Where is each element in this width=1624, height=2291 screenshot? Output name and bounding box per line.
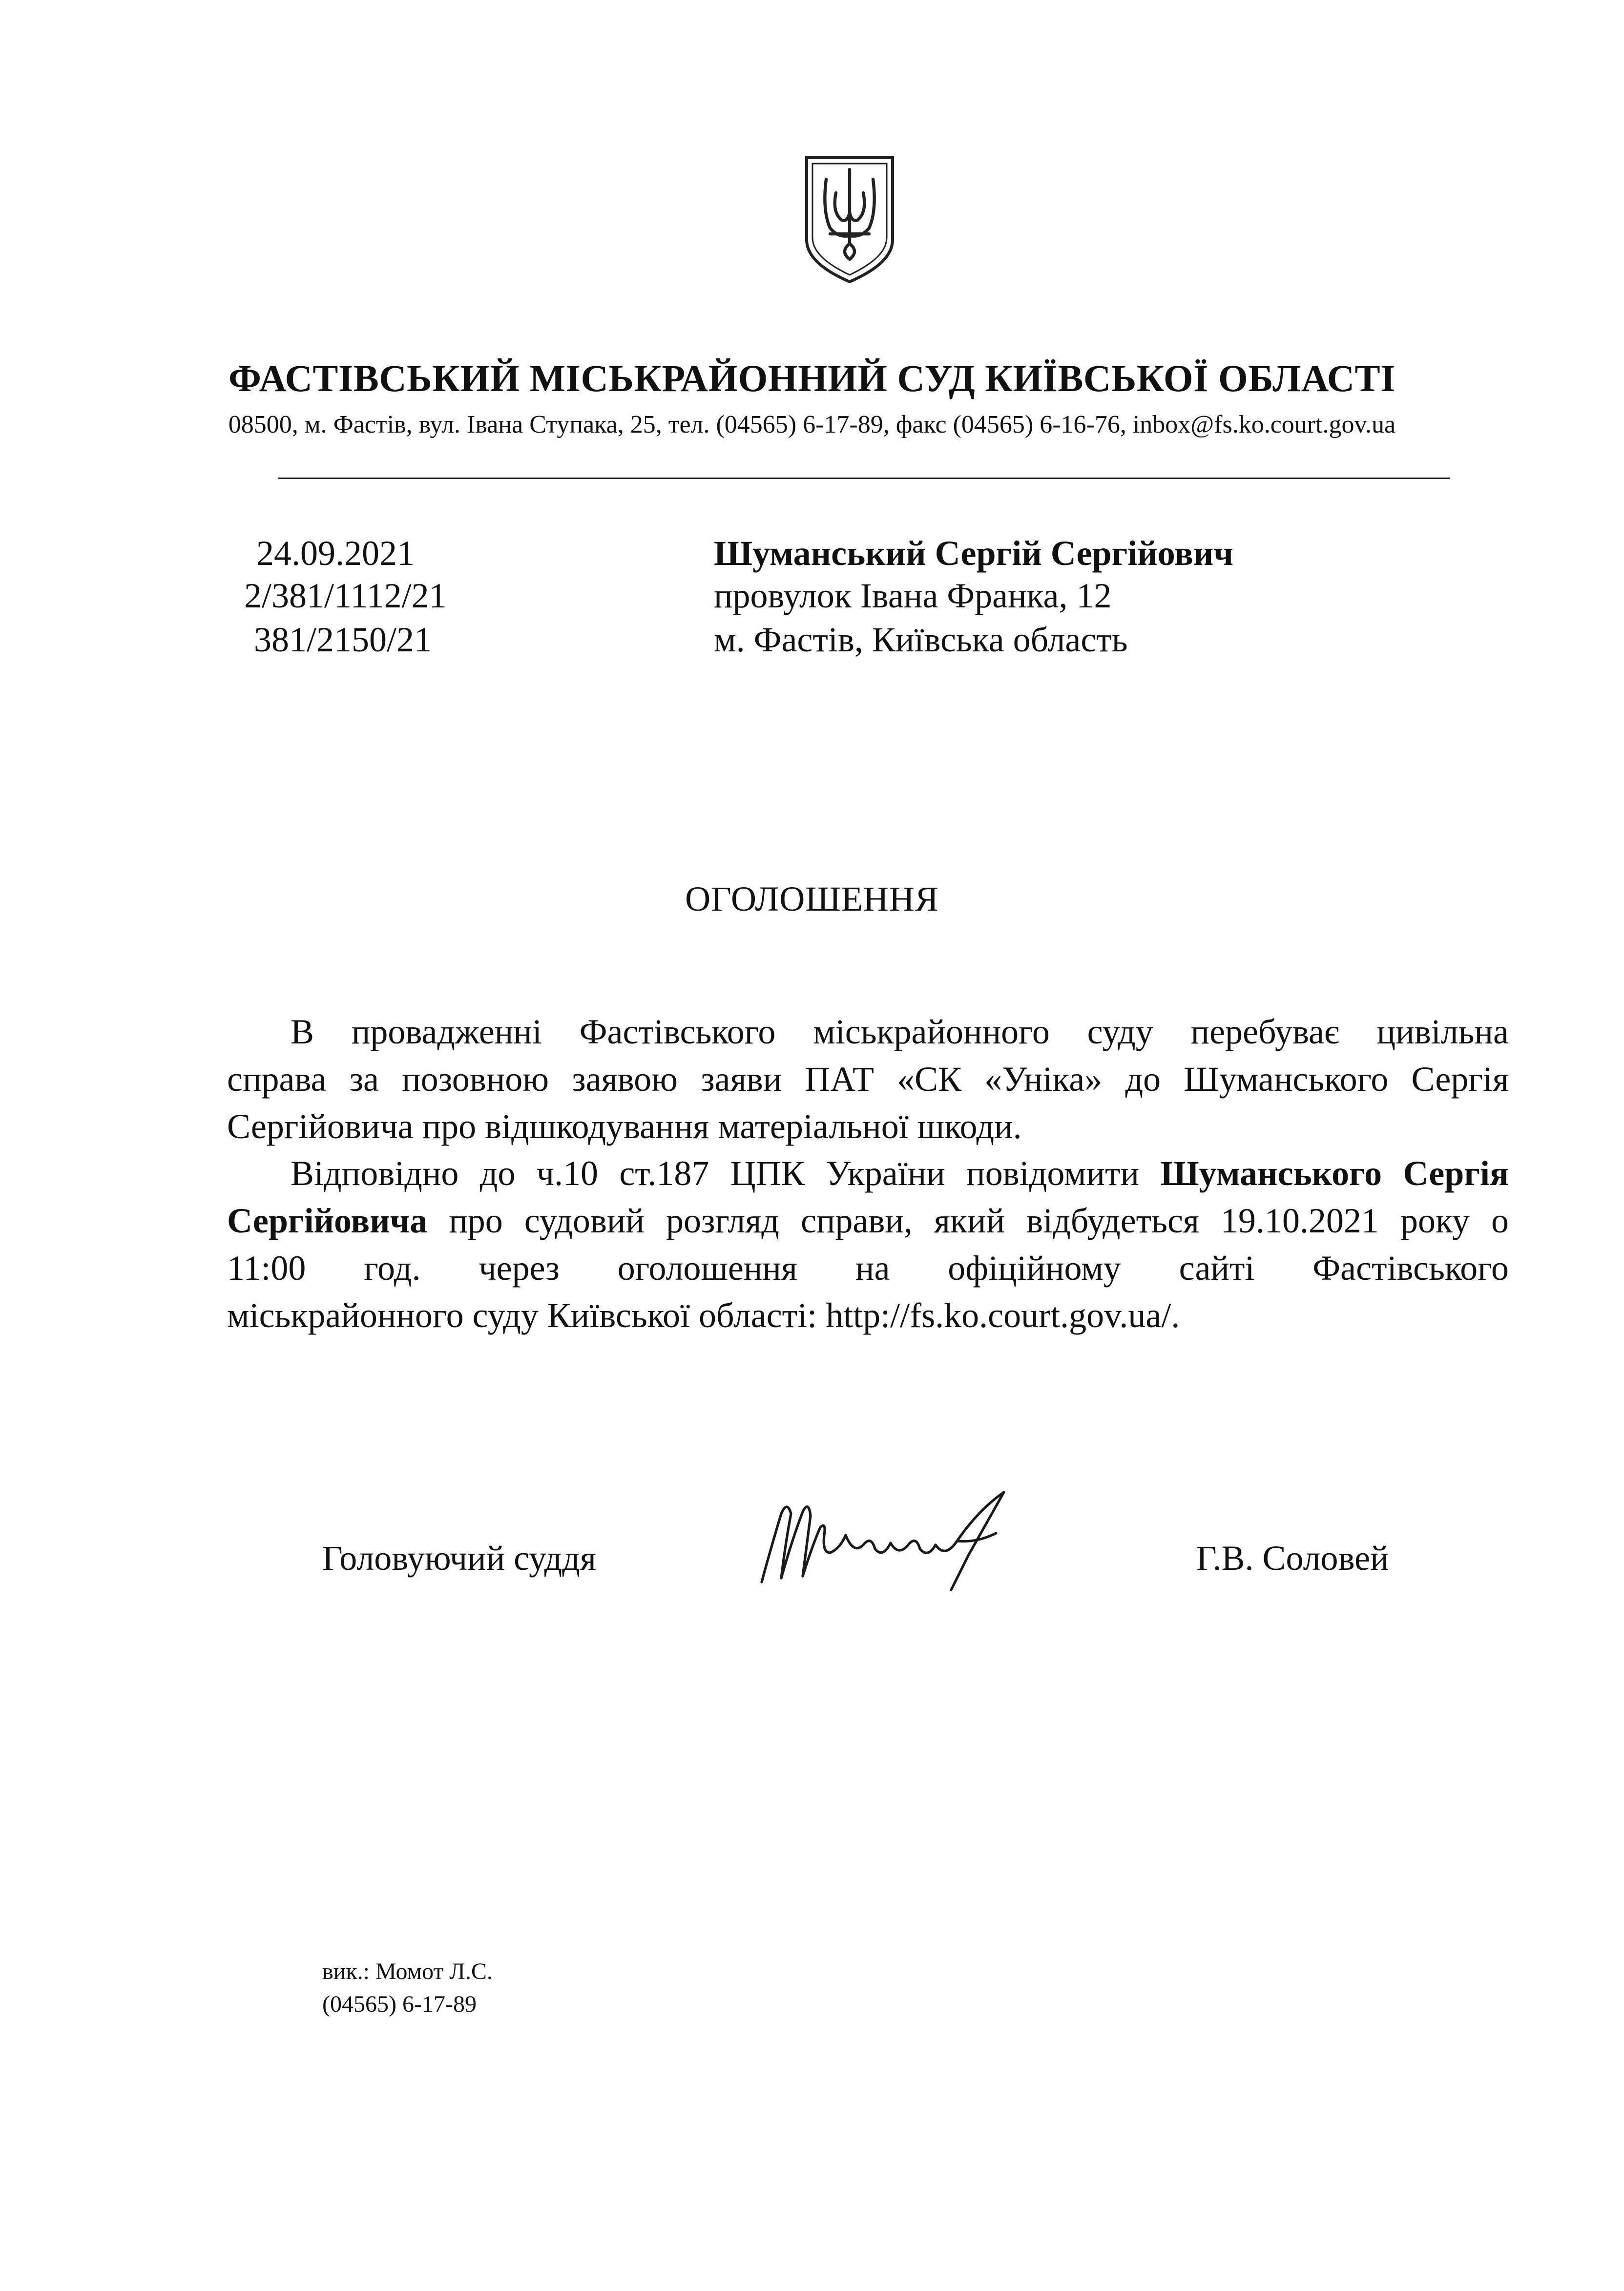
case-reference-number: 2/381/1112/21 (244, 576, 447, 615)
signatory-position: Головуючий суддя (322, 1539, 596, 1578)
document-title: ОГОЛОШЕННЯ (685, 879, 939, 918)
handwritten-signature (752, 1484, 1025, 1597)
body-paragraph-2 (227, 1150, 1509, 1339)
defendant-patronymic-bold: Сергійовича (227, 1201, 428, 1240)
executor-phone: (04565) 6-17-89 (322, 1991, 477, 2017)
coat-of-arms-icon (801, 154, 898, 286)
header-divider (278, 478, 1450, 479)
court-contacts-line: 08500, м. Фастів, вул. Івана Ступака, 25, тел. (04565) 6-17-89, факс (04565) 6-16-76, inbox@fs.ko.court.gov.ua (228, 411, 1396, 438)
recipient-street: провулок Івана Франка, 12 (714, 576, 1112, 615)
paragraph-line (227, 1150, 1509, 1197)
paragraph-text: Відповідно до ч.10 ст.187 ЦПК України повідомити (291, 1154, 1161, 1193)
case-proceeding-number: 381/2150/21 (254, 620, 432, 659)
paragraph-text: про судовий розгляд справи, який відбудеться 19.10.2021 року о (427, 1201, 1509, 1240)
recipient-name: Шуманський Сергій Сергійович (714, 534, 1233, 573)
paragraph-line: Сергійовича про відшкодування матеріальної шкоди. (227, 1107, 1022, 1146)
court-name-heading: ФАСТІВСЬКИЙ МІСЬКРАЙОННИЙ СУД КИЇВСЬКОЇ ОБЛАСТІ (228, 357, 1396, 399)
paragraph-line: міськрайонного суду Київської області: http://fs.ko.court.gov.ua/. (227, 1296, 1180, 1335)
executor-name: вик.: Момот Л.С. (322, 1958, 493, 1984)
paragraph-line: В провадженні Фастівського міськрайонного суду перебуває цивільна (291, 1012, 1509, 1051)
defendant-name-bold: Шуманського Сергія (1160, 1154, 1509, 1193)
paragraph-line (227, 1197, 1509, 1245)
body-paragraph-1 (227, 1008, 1509, 1150)
paragraph-line: 11:00 год. через оголошення на офіційному сайті Фастівського (227, 1249, 1509, 1288)
paragraph-line: справа за позовною заявою заяви ПАТ «СК «Уніка» до Шуманського Сергія (227, 1060, 1509, 1099)
document-date: 24.09.2021 (256, 534, 415, 573)
recipient-city: м. Фастів, Київська область (714, 620, 1128, 659)
signatory-name: Г.В. Соловей (1196, 1539, 1389, 1578)
